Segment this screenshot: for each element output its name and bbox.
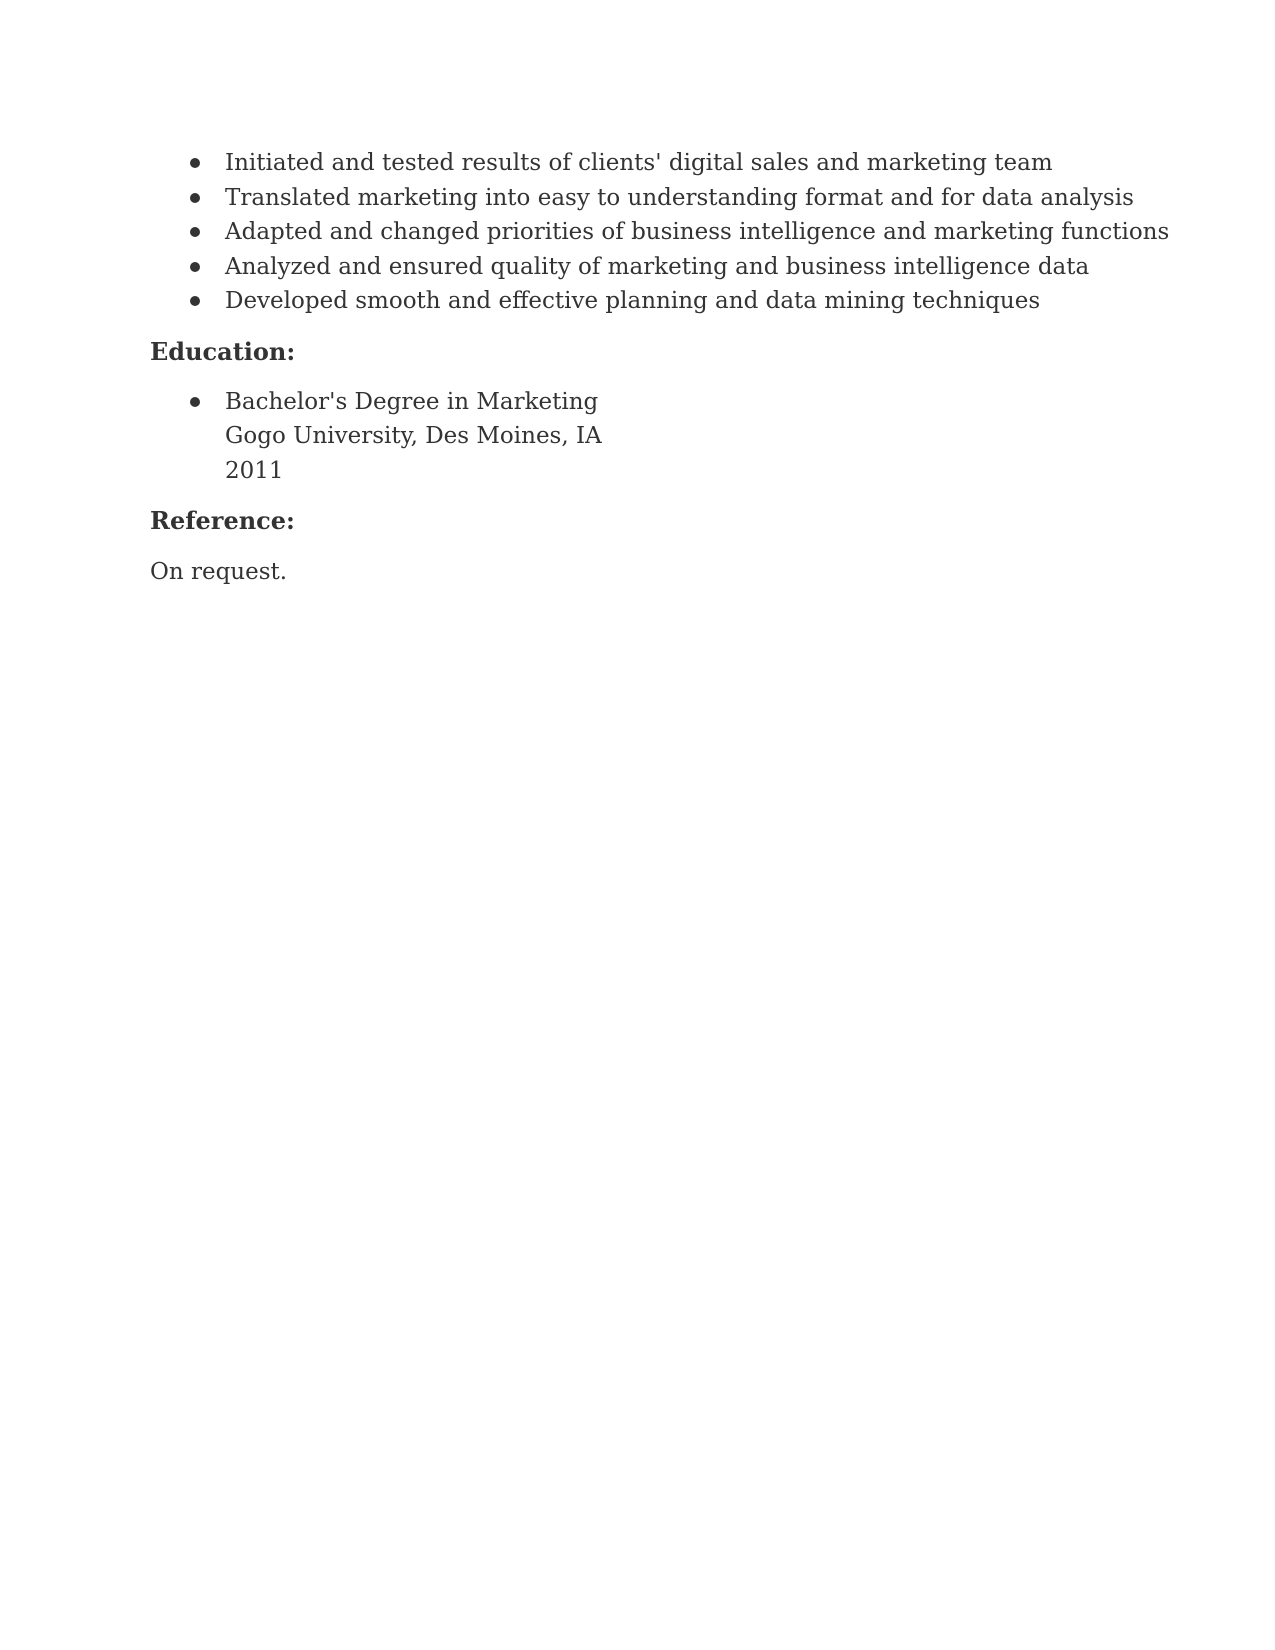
experience-bullet-list	[150, 146, 1170, 319]
education-heading: Education:	[150, 336, 296, 366]
bullet-icon	[190, 227, 200, 237]
list-item	[150, 146, 1160, 181]
bullet-text: Analyzed and ensured quality of marketing and business intelligence data	[225, 253, 1090, 280]
bullet-text: Initiated and tested results of clients' digital sales and marketing team	[225, 150, 1053, 176]
bullet-icon	[190, 262, 200, 272]
education-year: 2011	[225, 457, 284, 484]
bullet-icon	[190, 296, 200, 306]
bullet-text: Adapted and changed priorities of business intelligence and marketing functions	[225, 219, 1170, 245]
bullet-icon	[190, 158, 200, 168]
bullet-icon	[190, 397, 200, 407]
bullet-text: Translated marketing into easy to understanding format and for data analysis	[225, 184, 1134, 211]
education-school: Gogo University, Des Moines, IA	[225, 423, 602, 449]
list-item	[150, 284, 1160, 319]
reference-text: On request.	[150, 559, 288, 585]
reference-heading: Reference:	[150, 506, 295, 535]
bullet-text: Developed smooth and effective planning and data mining techniques	[225, 288, 1041, 314]
list-item	[150, 250, 1160, 285]
education-degree: Bachelor's Degree in Marketing	[225, 388, 599, 415]
resume-content	[150, 146, 1170, 589]
education-bullet-list	[150, 385, 1160, 489]
bullet-icon	[190, 193, 200, 203]
list-item	[150, 181, 1160, 216]
list-item	[150, 385, 1160, 489]
list-item	[150, 215, 1170, 250]
